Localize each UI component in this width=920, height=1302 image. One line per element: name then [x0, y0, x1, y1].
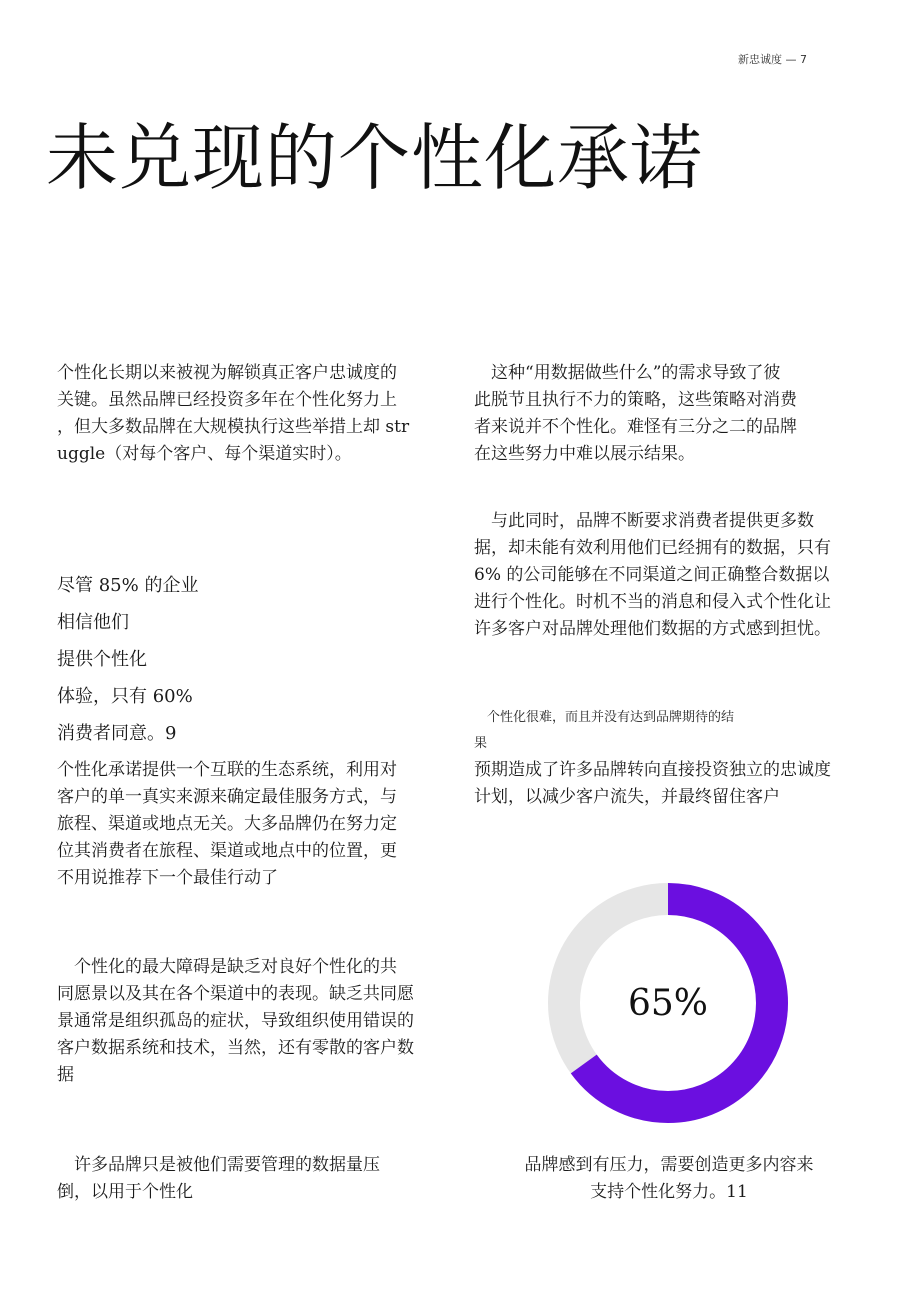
text-line: 个性化承诺提供一个互联的生态系统，利用对	[57, 760, 397, 780]
text-line: 计划，以减少客户流失，并最终留住客户	[474, 787, 780, 807]
page-header-label: 新忠诚度 — 7	[738, 53, 807, 66]
donut-chart	[546, 881, 790, 1125]
text-line: 预期造成了许多品牌转向直接投资独立的忠诚度	[474, 760, 831, 780]
text-line: 个性化的最大障碍是缺乏对良好个性化的共	[57, 957, 397, 977]
right-small-note	[474, 705, 734, 757]
donut-percentage-label: 65%	[627, 982, 708, 1024]
text-line: 个性化长期以来被视为解锁真正客户忠诚度的	[57, 363, 397, 383]
text-line: 与此同时，品牌不断要求消费者提供更多数	[474, 511, 814, 531]
text-line: 者来说并不个性化。难怪有三分之二的品牌	[474, 417, 797, 437]
text-line: 许多客户对品牌处理他们数据的方式感到担忧。	[474, 619, 831, 639]
text-line: 不用说推荐下一个最佳行动了	[57, 868, 278, 888]
text-line: ，但大多数品牌在大规模执行这些举措上却 str	[57, 417, 410, 437]
right-paragraph-1	[474, 360, 797, 468]
stat-line: 消费者同意。9	[57, 723, 177, 744]
left-paragraph-3	[57, 954, 414, 1089]
stat-line: 尽管 85% 的企业	[57, 575, 199, 596]
donut-caption	[474, 1152, 864, 1206]
text-line: 客户数据系统和技术，当然，还有零散的客户数	[57, 1038, 414, 1058]
stat-line: 提供个性化	[57, 649, 147, 670]
stat-line: 体验，只有 60%	[57, 686, 193, 707]
text-line: 据，却未能有效利用他们已经拥有的数据，只有	[474, 538, 831, 558]
text-line: 据	[57, 1065, 74, 1085]
text-line: 许多品牌只是被他们需要管理的数据量压	[57, 1155, 380, 1175]
page-title: 未兑现的个性化承诺	[46, 116, 704, 200]
left-paragraph-2	[57, 757, 397, 892]
left-paragraph-1	[57, 360, 409, 468]
text-line: 景通常是组织孤岛的症状，导致组织使用错误的	[57, 1011, 414, 1031]
text-line: 品牌感到有压力，需要创造更多内容来	[524, 1155, 814, 1175]
text-line: 客户的单一真实来源来确定最佳服务方式，与	[57, 787, 397, 807]
text-line: 同愿景以及其在各个渠道中的表现。缺乏共同愿	[57, 984, 414, 1004]
text-line: 果	[474, 736, 488, 751]
text-line: 支持个性化努力。11	[590, 1182, 748, 1202]
left-paragraph-4	[57, 1152, 380, 1206]
text-line: 倒，以用于个性化	[57, 1182, 193, 1202]
stat-callout	[57, 567, 198, 752]
right-paragraph-3	[474, 757, 831, 811]
text-line: uggle（对每个客户、每个渠道实时）。	[57, 444, 352, 464]
stat-line: 相信他们	[57, 612, 129, 633]
text-line: 个性化很难，而且并没有达到品牌期待的结	[474, 710, 735, 725]
text-line: 进行个性化。时机不当的消息和侵入式个性化让	[474, 592, 831, 612]
text-line: 这种“用数据做些什么”的需求导致了彼	[474, 363, 781, 383]
text-line: 6% 的公司能够在不同渠道之间正确整合数据以	[474, 565, 830, 585]
text-line: 位其消费者在旅程、渠道或地点中的位置，更	[57, 841, 397, 861]
text-line: 旅程、渠道或地点无关。大多品牌仍在努力定	[57, 814, 397, 834]
right-paragraph-2	[474, 508, 831, 643]
text-line: 此脱节且执行不力的策略，这些策略对消费	[474, 390, 797, 410]
text-line: 关键。虽然品牌已经投资多年在个性化努力上	[57, 390, 397, 410]
text-line: 在这些努力中难以展示结果。	[474, 444, 695, 464]
